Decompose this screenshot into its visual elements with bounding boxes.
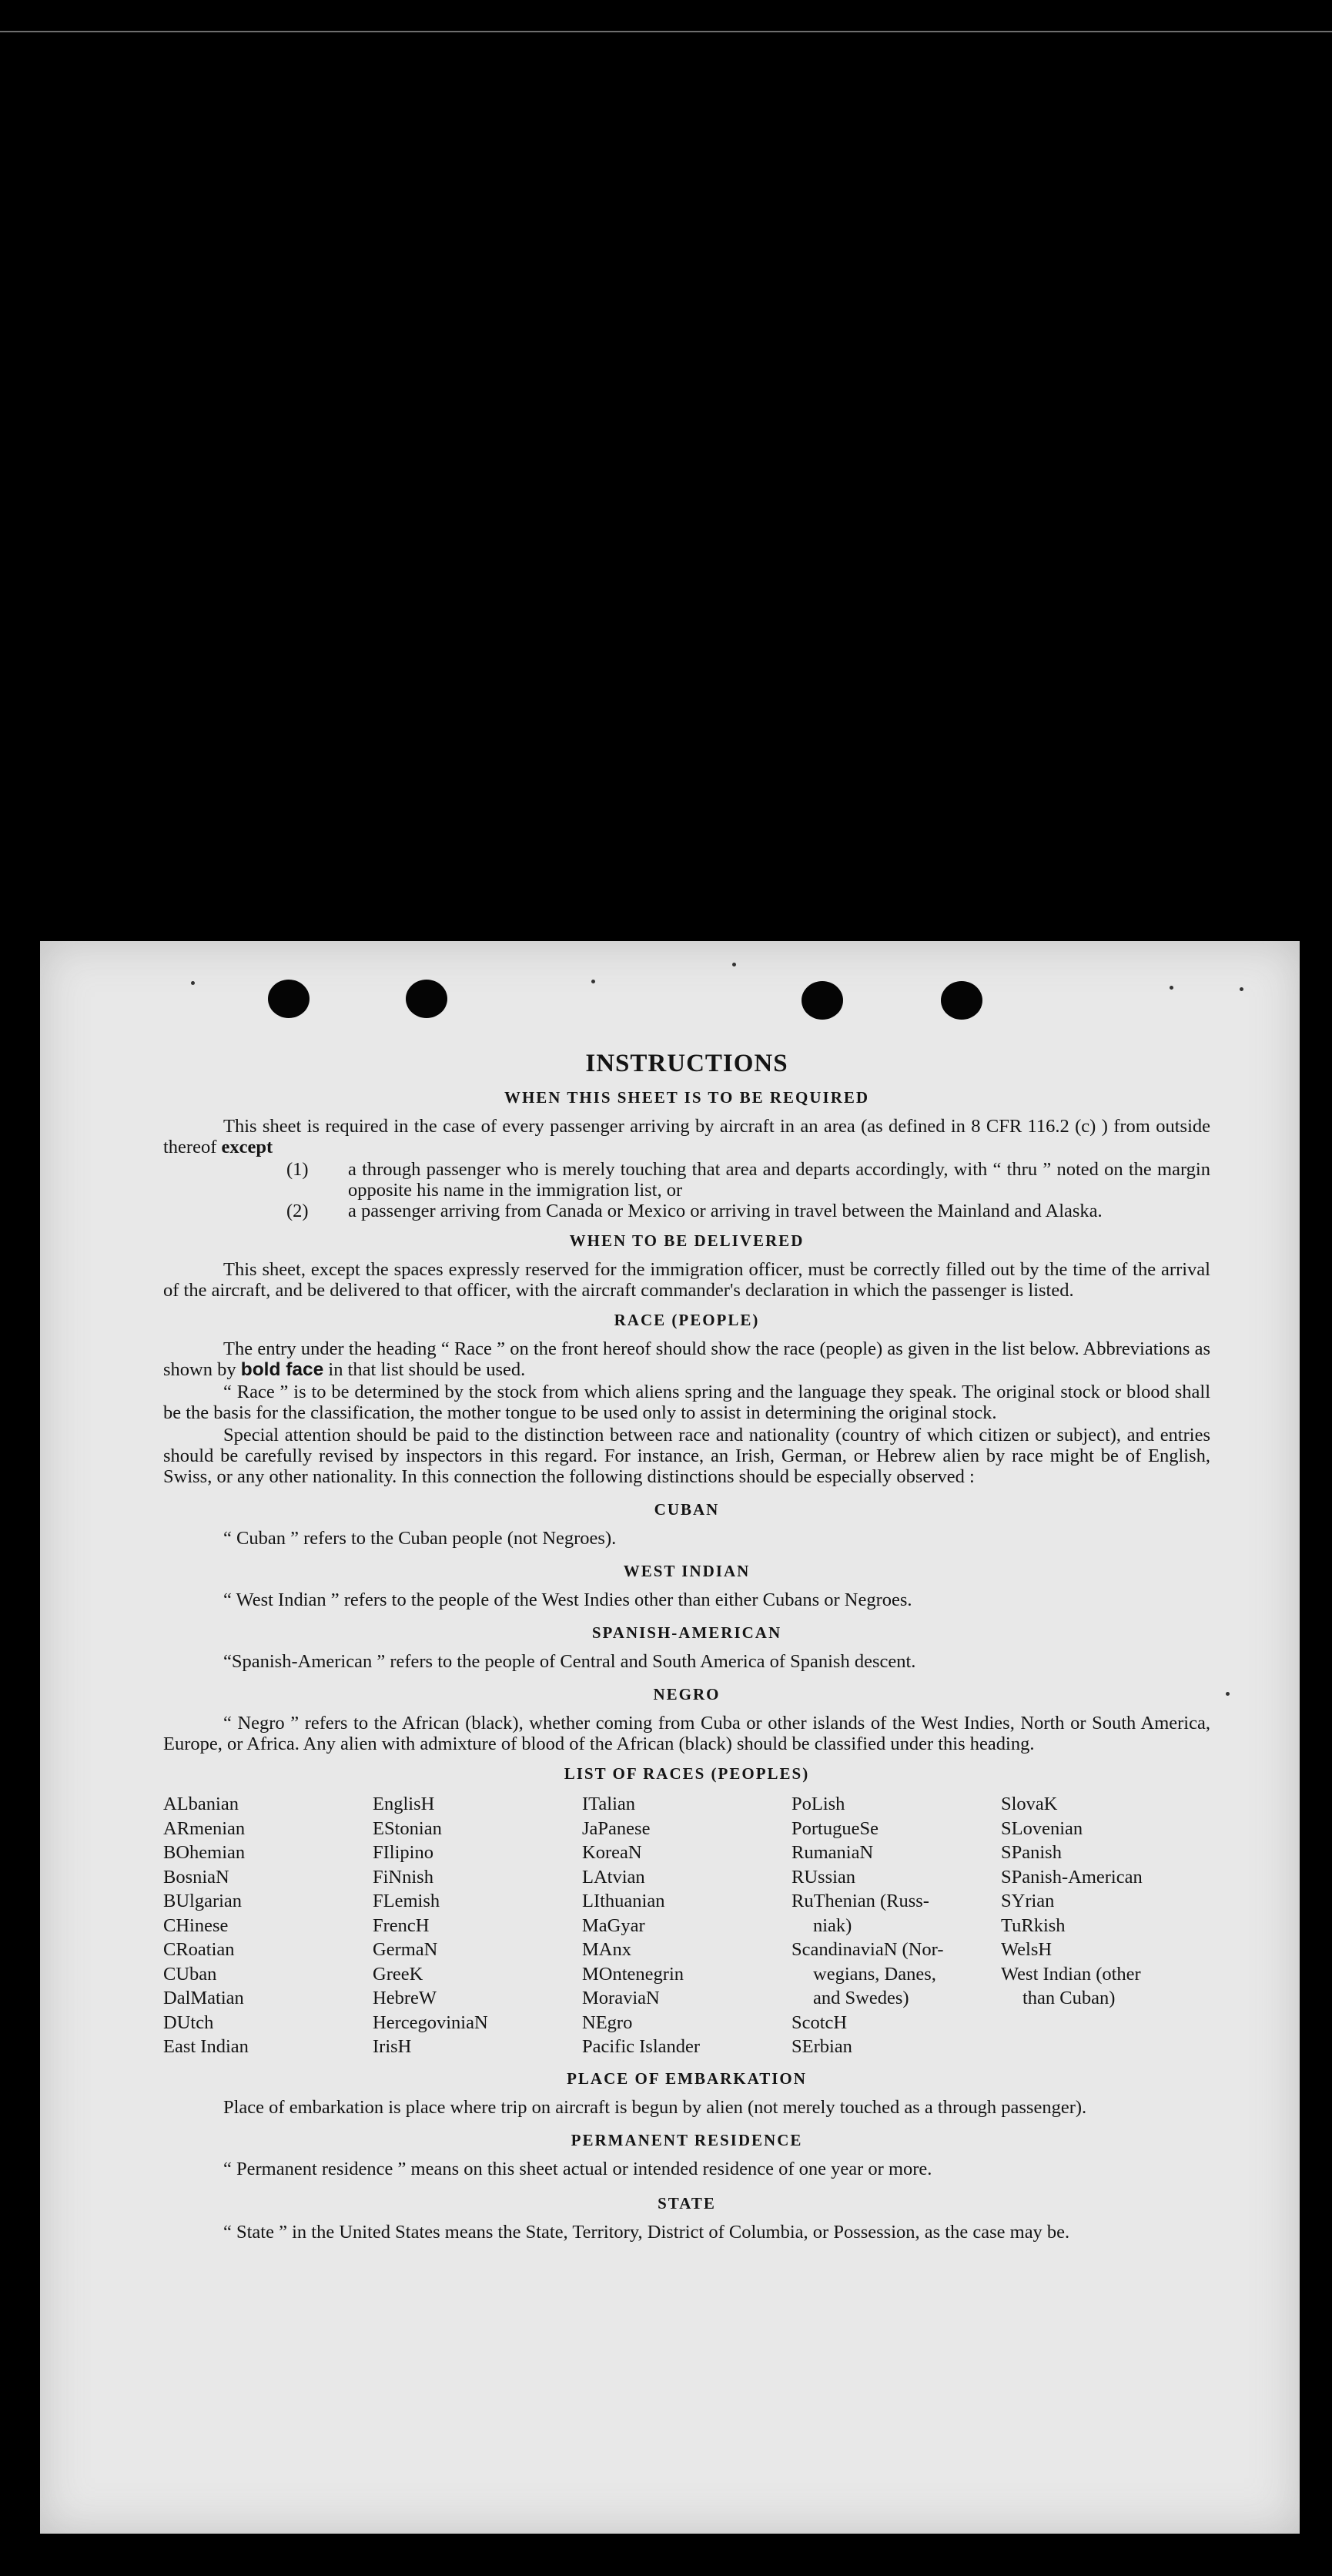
race-item: DalMatian <box>163 1988 244 2008</box>
race-item: GreeK <box>373 1963 423 1985</box>
race-item: ARmenian <box>163 1817 246 1839</box>
top-rule <box>0 31 1332 32</box>
paragraph <box>163 1116 1210 1157</box>
race-item: SPanish <box>1001 1842 1062 1863</box>
race-list <box>163 1792 1210 2059</box>
speck <box>1240 987 1243 991</box>
race-item: SPanish-American <box>1001 1866 1143 1888</box>
speck <box>591 980 595 983</box>
paragraph: “ West Indian ” refers to the people of the West Indies other than either Cubans or Negroes. <box>223 1589 912 1610</box>
race-item: GermaN <box>373 1939 438 1960</box>
race-item: IrisH <box>373 2036 412 2057</box>
section-heading: WHEN THIS SHEET IS TO BE REQUIRED <box>504 1088 870 1107</box>
race-item: WelsH <box>1001 1939 1053 1960</box>
speck <box>732 963 736 966</box>
paragraph: “ Permanent residence ” means on this sheet actual or intended residence of one year or more. <box>223 2158 932 2179</box>
item-number: (2) <box>286 1201 309 1221</box>
section-heading: SPANISH-AMERICAN <box>591 1623 782 1642</box>
paragraph-text: in that list should be used. <box>328 1359 526 1380</box>
race-item-continuation: niak) <box>813 1914 852 1936</box>
race-item: ITalian <box>582 1794 636 1814</box>
race-item-continuation: than Cuban) <box>1022 1988 1116 2008</box>
paragraph: This sheet, except the spaces expressly reserved for the immigration officer, must be correctly filled out by the time of the arrival of the aircraft, and be delivered to that officer, with the aircraft commander's declaration in which the passenger is listed. <box>163 1259 1210 1301</box>
race-item: ScotcH <box>792 2012 848 2033</box>
punch-hole <box>268 980 310 1018</box>
section-heading: WHEN TO BE DELIVERED <box>569 1231 805 1250</box>
race-item: FIlipino <box>373 1842 433 1863</box>
race-item: SlovaK <box>1001 1794 1058 1814</box>
race-item: EStonian <box>373 1817 442 1839</box>
race-item-continuation: wegians, Danes, <box>813 1963 936 1985</box>
race-item: JaPanese <box>582 1817 651 1839</box>
speck <box>191 981 195 985</box>
race-item: RUssian <box>792 1866 856 1888</box>
paragraph: “ Cuban ” refers to the Cuban people (not Negroes). <box>223 1528 617 1549</box>
race-item: DUtch <box>163 2012 214 2033</box>
item-text: a through passenger who is merely touching that area and departs accordingly, with “ thru ” noted on the margin opposite his name in the immigration list, or <box>348 1159 1210 1201</box>
race-item: West Indian (other <box>1001 1963 1141 1985</box>
page-title: INSTRUCTIONS <box>585 1050 788 1077</box>
race-item: BOhemian <box>163 1842 246 1863</box>
race-item: FiNnish <box>373 1866 433 1888</box>
race-item: PortugueSe <box>792 1817 879 1839</box>
race-item: EnglisH <box>373 1794 435 1814</box>
emphasis-text: bold face <box>240 1359 324 1380</box>
paragraph: “Spanish-American ” refers to the people of Central and South America of Spanish descent. <box>223 1651 916 1672</box>
race-item: CUban <box>163 1963 217 1985</box>
race-item: BosniaN <box>163 1866 229 1888</box>
list-item <box>163 1201 1210 1221</box>
section-heading: NEGRO <box>653 1685 721 1703</box>
speck <box>1170 986 1173 990</box>
race-item: FLemish <box>373 1891 440 1911</box>
list-item <box>163 1159 1210 1201</box>
paragraph: Place of embarkation is place where trip on aircraft is begun by alien (not merely touched as a through passenger). <box>223 2096 1087 2118</box>
race-item: ScandinaviaN (Nor- <box>792 1939 944 1960</box>
race-item: HercegoviniaN <box>373 2012 488 2033</box>
punch-hole <box>802 981 843 1020</box>
race-item: CRoatian <box>163 1939 235 1960</box>
punch-hole <box>941 981 982 1020</box>
paragraph: “ State ” in the United States means the State, Territory, District of Columbia, or Possession, as the case may be. <box>223 2221 1070 2243</box>
section-heading: PLACE OF EMBARKATION <box>567 2069 807 2088</box>
race-item: LAtvian <box>582 1866 645 1888</box>
document-sheet <box>40 941 1300 2534</box>
race-column <box>163 1792 373 2059</box>
section-heading: PERMANENT RESIDENCE <box>571 2130 803 2149</box>
race-item: RumaniaN <box>792 1842 874 1863</box>
race-item: PoLish <box>792 1794 845 1814</box>
speck <box>1226 1692 1230 1696</box>
race-item: SLovenian <box>1001 1817 1083 1839</box>
section-heading: LIST OF RACES (PEOPLES) <box>564 1764 810 1783</box>
race-item: SErbian <box>792 2036 852 2057</box>
paragraph-text: This sheet is required in the case of every passenger arriving by aircraft in an area (as defined in 8 CFR 116.2 (c) ) from outside thereof <box>163 1116 1210 1157</box>
race-item: SYrian <box>1001 1891 1055 1911</box>
punch-hole <box>406 980 447 1018</box>
race-item: Pacific Islander <box>582 2036 701 2057</box>
race-item: HebreW <box>373 1988 437 2008</box>
race-item: MOntenegrin <box>582 1963 684 1985</box>
paragraph: “ Negro ” refers to the African (black), whether coming from Cuba or other islands of the West Indies, North or South America, Europe, or Africa. Any alien with admixture of blood of the African (black) should be classified under this heading. <box>163 1713 1210 1754</box>
instructions-body <box>163 1049 1210 2244</box>
emphasis-text: except <box>221 1137 273 1157</box>
section-heading: CUBAN <box>654 1500 720 1519</box>
paragraph <box>163 1338 1210 1380</box>
race-item: MoraviaN <box>582 1988 660 2008</box>
race-item-continuation: and Swedes) <box>813 1988 909 2008</box>
item-number: (1) <box>286 1159 309 1180</box>
race-item: East Indian <box>163 2036 249 2057</box>
race-column <box>373 1792 582 2059</box>
race-item: FrencH <box>373 1914 430 1936</box>
paragraph: “ Race ” is to be determined by the stock from which aliens spring and the language they speak. The original stock or blood shall be the basis for the classification, the mother tongue to be used only to assist in determining the original stock. <box>163 1382 1210 1423</box>
race-column <box>792 1792 1001 2059</box>
item-text: a passenger arriving from Canada or Mexico or arriving in travel between the Mainland and Alaska. <box>348 1201 1103 1221</box>
paragraph-text: The entry under the heading “ Race ” on the front hereof should show the race (people) as given in the list below. Abbreviations as shown by <box>163 1338 1210 1380</box>
race-column <box>582 1792 792 2059</box>
race-item: RuThenian (Russ- <box>792 1891 929 1911</box>
race-item: NEgro <box>582 2012 633 2033</box>
race-item: ALbanian <box>163 1794 239 1814</box>
section-heading: WEST INDIAN <box>623 1562 751 1580</box>
race-item: MaGyar <box>582 1914 645 1936</box>
race-item: CHinese <box>163 1914 229 1936</box>
section-heading: RACE (PEOPLE) <box>614 1311 760 1329</box>
paragraph: Special attention should be paid to the distinction between race and nationality (country of which citizen or subject), and entries should be carefully revised by inspectors in this regard. For instance, an Irish, German, or Hebrew alien by race might be of English, Swiss, or any other nationality. In this connection the following distinctions should be especially observed : <box>163 1425 1210 1487</box>
section-heading: STATE <box>658 2193 716 2213</box>
race-item: BUlgarian <box>163 1891 243 1911</box>
race-item: TuRkish <box>1001 1914 1066 1936</box>
race-item: KoreaN <box>582 1842 642 1863</box>
race-item: LIthuanian <box>582 1891 665 1911</box>
race-item: MAnx <box>582 1939 631 1960</box>
race-column <box>1001 1792 1210 2059</box>
